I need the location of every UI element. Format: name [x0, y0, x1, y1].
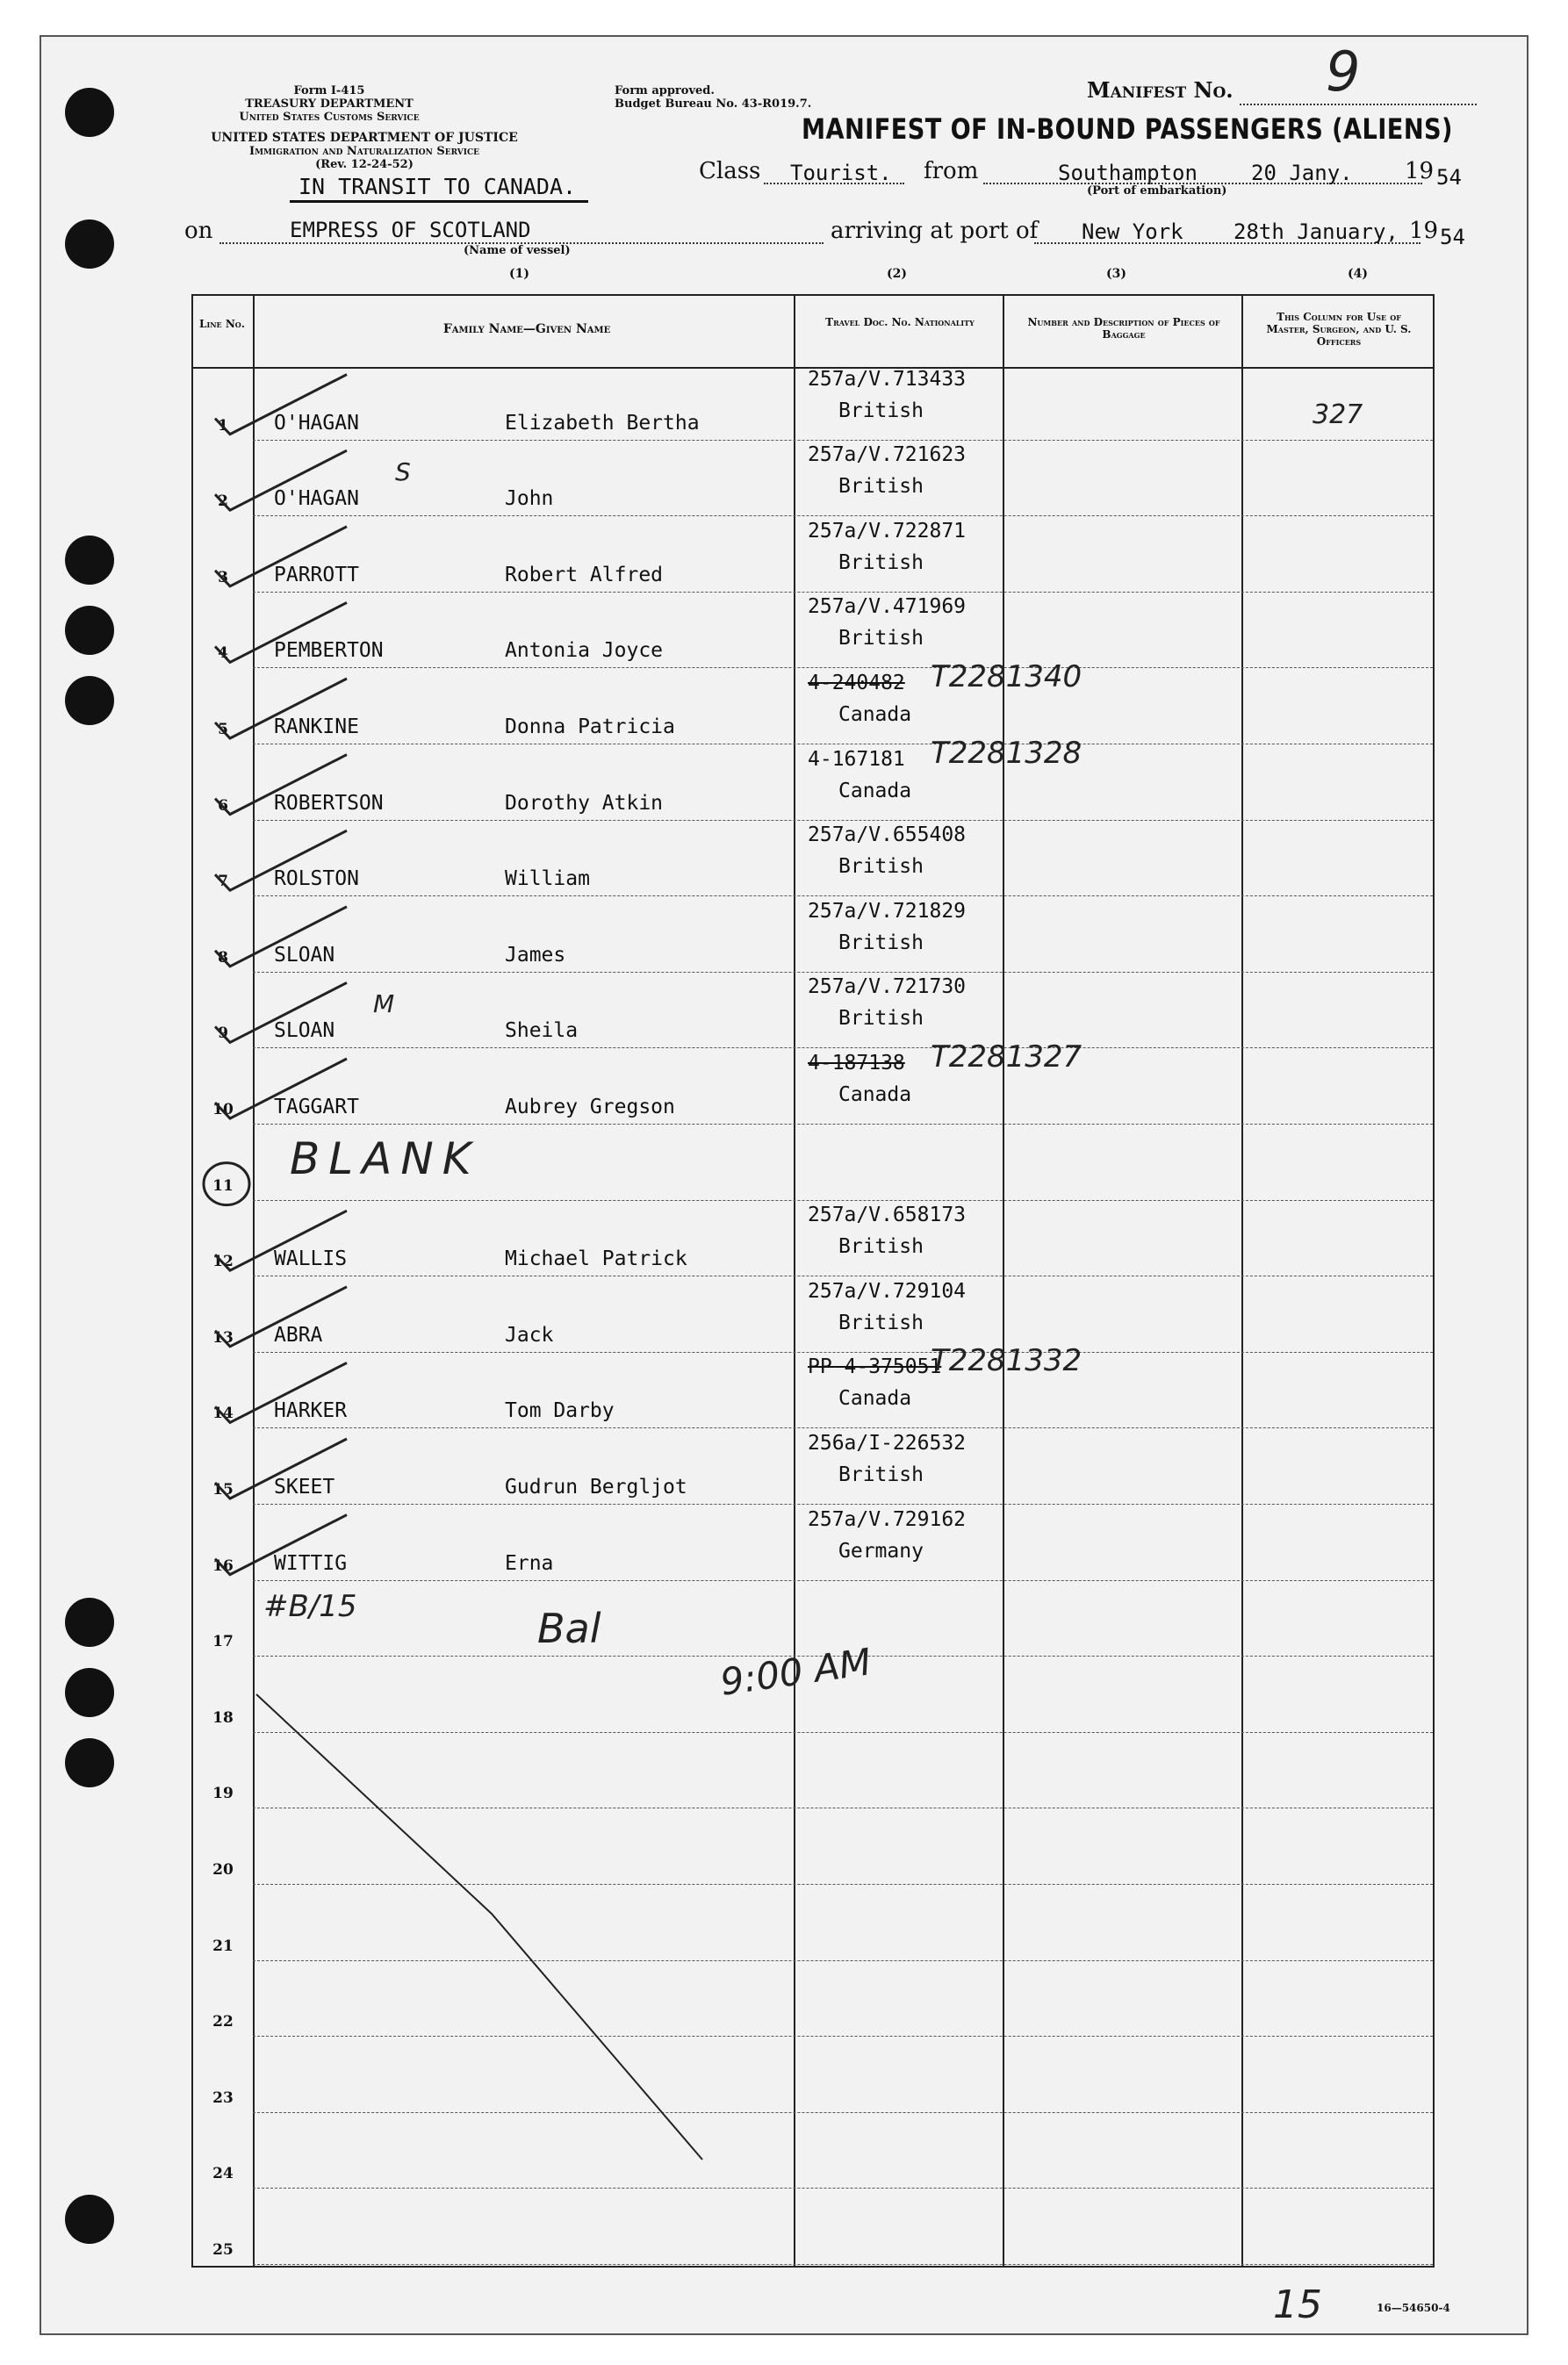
line-number: 4	[218, 644, 228, 663]
port-embark-caption: (Port of embarkation)	[1087, 184, 1227, 198]
treasury-line: TREASURY DEPARTMENT	[245, 97, 414, 111]
justice-line: UNITED STATES DEPARTMENT OF JUSTICE	[211, 131, 518, 145]
family-name: WALLIS	[274, 1247, 348, 1271]
nationality: Canada	[838, 1083, 912, 1106]
on-label: on	[184, 218, 213, 244]
check-mark	[215, 1515, 347, 1575]
family-name: TAGGART	[274, 1096, 359, 1118]
revision-line: (Rev. 12-24-52)	[315, 158, 414, 171]
print-code: 16—54650-4	[1377, 2302, 1450, 2314]
depart-year: 54	[1436, 165, 1462, 190]
blank-annotation: BLANK	[290, 1132, 480, 1184]
nationality: Canada	[838, 703, 912, 726]
line-number: 23	[212, 2088, 234, 2107]
line-number: 9	[218, 1024, 228, 1043]
travel-doc-no: 257a/V.721829	[808, 899, 967, 923]
nationality: British	[838, 1311, 924, 1334]
col-head-officers: This Column for Use of Master, Surgeon, and U. S. Officers	[1266, 311, 1412, 348]
given-name: Erna	[505, 1551, 554, 1575]
line-number: 21	[212, 1937, 234, 1955]
nationality: British	[838, 1007, 924, 1031]
given-name: Robert Alfred	[505, 563, 664, 586]
line-number: 24	[212, 2165, 234, 2183]
handwritten-doc-no: T2281340	[931, 659, 1082, 694]
travel-doc-no: 257a/V.655408	[808, 823, 967, 847]
ins-line: Immigration and Naturalization Service	[248, 145, 479, 158]
check-mark	[215, 1439, 347, 1499]
nationality: British	[838, 475, 924, 499]
annotation-signature: Bal	[537, 1605, 601, 1652]
check-mark	[215, 1362, 347, 1422]
annotation-b15: #B/15	[263, 1589, 357, 1624]
line-number: 20	[212, 1861, 234, 1879]
line-number: 17	[212, 1633, 234, 1651]
nationality: British	[838, 855, 924, 879]
col-head-baggage: Number and Description of Pieces of Baggage	[1027, 316, 1220, 341]
officer-note: 327	[1313, 399, 1363, 430]
nationality: British	[838, 627, 924, 651]
nationality: Canada	[838, 1387, 912, 1411]
line-number: 11	[212, 1176, 234, 1195]
check-mark	[215, 527, 347, 586]
line-number: 15	[212, 1481, 234, 1499]
handwritten-doc-no: T2281327	[931, 1039, 1082, 1075]
nationality: British	[838, 931, 924, 954]
travel-doc-no: 257a/V.729162	[808, 1507, 967, 1531]
check-mark	[215, 1287, 347, 1347]
line-number: 7	[218, 873, 228, 891]
given-name: Michael Patrick	[505, 1247, 687, 1271]
given-name: Jack	[505, 1323, 554, 1347]
vessel-name: EMPRESS OF SCOTLAND	[290, 218, 531, 242]
page-title: MANIFEST OF IN-BOUND PASSENGERS (ALIENS)	[802, 112, 1453, 146]
family-name: ROBERTSON	[274, 791, 384, 815]
family-name: PEMBERTON	[274, 639, 384, 663]
family-name: ROLSTON	[274, 867, 359, 891]
given-name: Dorothy Atkin	[505, 791, 664, 815]
line-number: 13	[212, 1328, 234, 1347]
col-head-name: Family Name—Given Name	[442, 322, 611, 336]
line-number: 18	[212, 1708, 234, 1727]
check-mark	[215, 450, 347, 510]
arrival-date: 28th January,	[1234, 219, 1399, 244]
nationality: British	[838, 550, 924, 574]
in-transit-label: IN TRANSIT TO CANADA.	[298, 174, 577, 199]
class-label: Class	[699, 158, 761, 184]
nationality: British	[838, 1463, 924, 1486]
line-number: 12	[212, 1253, 234, 1271]
line-number: 3	[218, 568, 228, 586]
check-mark	[215, 375, 347, 435]
travel-doc-no: PP 4-375051	[808, 1355, 942, 1379]
given-name: John	[505, 487, 554, 511]
handwritten-doc-no: T2281328	[931, 735, 1082, 771]
circled-line-number	[204, 1163, 249, 1205]
depart-date: 20 Jany.	[1251, 161, 1353, 185]
col-number-2: (2)	[887, 267, 907, 281]
line-number: 16	[212, 1556, 234, 1575]
nationality: British	[838, 399, 924, 422]
check-mark	[215, 982, 347, 1042]
line-number: 6	[218, 796, 228, 815]
line-number: 14	[212, 1405, 234, 1423]
diagonal-stroke	[256, 1694, 702, 2160]
given-name: Donna Patricia	[505, 715, 675, 738]
line-number: 25	[212, 2241, 234, 2259]
form-approved: Form approved.	[615, 84, 715, 97]
given-name: James	[505, 943, 566, 967]
family-name: PARROTT	[274, 563, 359, 586]
line-number: 2	[218, 492, 228, 511]
travel-doc-no: 257a/V.722871	[808, 519, 967, 543]
handwritten-doc-no: T2281332	[931, 1343, 1082, 1379]
given-name: Gudrun Bergljot	[505, 1476, 687, 1499]
check-mark	[215, 1059, 347, 1118]
arriving-label: arriving at port of	[831, 218, 1039, 244]
family-name: WITTIG	[274, 1551, 348, 1575]
given-name: Antonia Joyce	[505, 639, 664, 663]
vessel-caption: (Name of vessel)	[464, 244, 571, 257]
class-value: Tourist.	[790, 161, 892, 185]
nationality: British	[838, 1235, 924, 1259]
check-mark	[215, 1211, 347, 1270]
port-embark: Southampton	[1058, 161, 1198, 185]
depart-year-prefix: 19	[1405, 158, 1435, 184]
form-number: Form I-415	[293, 84, 365, 97]
family-name: RANKINE	[274, 715, 359, 738]
budget-bureau: Budget Bureau No. 43-R019.7.	[615, 97, 812, 111]
col-head-line-no: Line No.	[199, 318, 245, 330]
line-number: 10	[212, 1101, 234, 1118]
manifest-no-label: Manifest No.	[1087, 77, 1234, 103]
check-mark	[215, 602, 347, 662]
family-name: ABRA	[274, 1323, 323, 1347]
family-name: SLOAN	[274, 943, 335, 967]
line-number: 1	[218, 416, 228, 435]
page-number: 15	[1273, 2282, 1322, 2327]
customs-line: United States Customs Service	[239, 111, 420, 124]
col-head-travel-doc: Travel Doc. No. Nationality	[825, 316, 975, 328]
line-number: 22	[212, 2013, 234, 2031]
check-mark	[215, 830, 347, 890]
given-name: Elizabeth Bertha	[505, 411, 700, 435]
arrival-year: 54	[1440, 225, 1465, 249]
travel-doc-no: 4-187138	[808, 1052, 905, 1075]
handwritten-mark: S	[395, 457, 411, 487]
travel-doc-no: 256a/I-226532	[808, 1432, 967, 1455]
given-name: Tom Darby	[505, 1399, 615, 1423]
travel-doc-no: 4-167181	[808, 747, 905, 771]
arrival-port: New York	[1082, 219, 1183, 244]
check-mark	[215, 679, 347, 738]
nationality: Canada	[838, 779, 912, 802]
given-name: Aubrey Gregson	[505, 1096, 675, 1118]
family-name: SLOAN	[274, 1019, 335, 1043]
family-name: SKEET	[274, 1476, 335, 1499]
travel-doc-no: 257a/V.721730	[808, 975, 967, 999]
family-name: HARKER	[274, 1399, 348, 1423]
nationality: Germany	[838, 1539, 924, 1563]
col-number-1: (1)	[509, 267, 529, 281]
travel-doc-no: 257a/V.729104	[808, 1279, 967, 1303]
travel-doc-no: 257a/V.721623	[808, 443, 967, 467]
from-label: from	[924, 158, 979, 184]
arrival-year-prefix: 19	[1409, 218, 1439, 244]
col-number-4: (4)	[1348, 267, 1368, 281]
family-name: O'HAGAN	[274, 411, 359, 435]
travel-doc-no: 257a/V.471969	[808, 595, 967, 619]
col-number-3: (3)	[1106, 267, 1126, 281]
annotation-time: 9:00 AM	[717, 1640, 874, 1704]
given-name: Sheila	[505, 1019, 579, 1043]
manifest-no-value: 9	[1326, 40, 1361, 104]
family-name: O'HAGAN	[274, 487, 359, 511]
check-mark	[215, 755, 347, 815]
line-number: 19	[212, 1785, 234, 1803]
check-mark	[215, 907, 347, 967]
travel-doc-no: 4-240482	[808, 672, 905, 694]
given-name: William	[505, 867, 590, 891]
travel-doc-no: 257a/V.658173	[808, 1204, 967, 1227]
handwritten-mark: M	[373, 989, 395, 1019]
line-number: 5	[218, 721, 228, 738]
travel-doc-no: 257a/V.713433	[808, 367, 967, 391]
line-number: 8	[218, 948, 228, 967]
